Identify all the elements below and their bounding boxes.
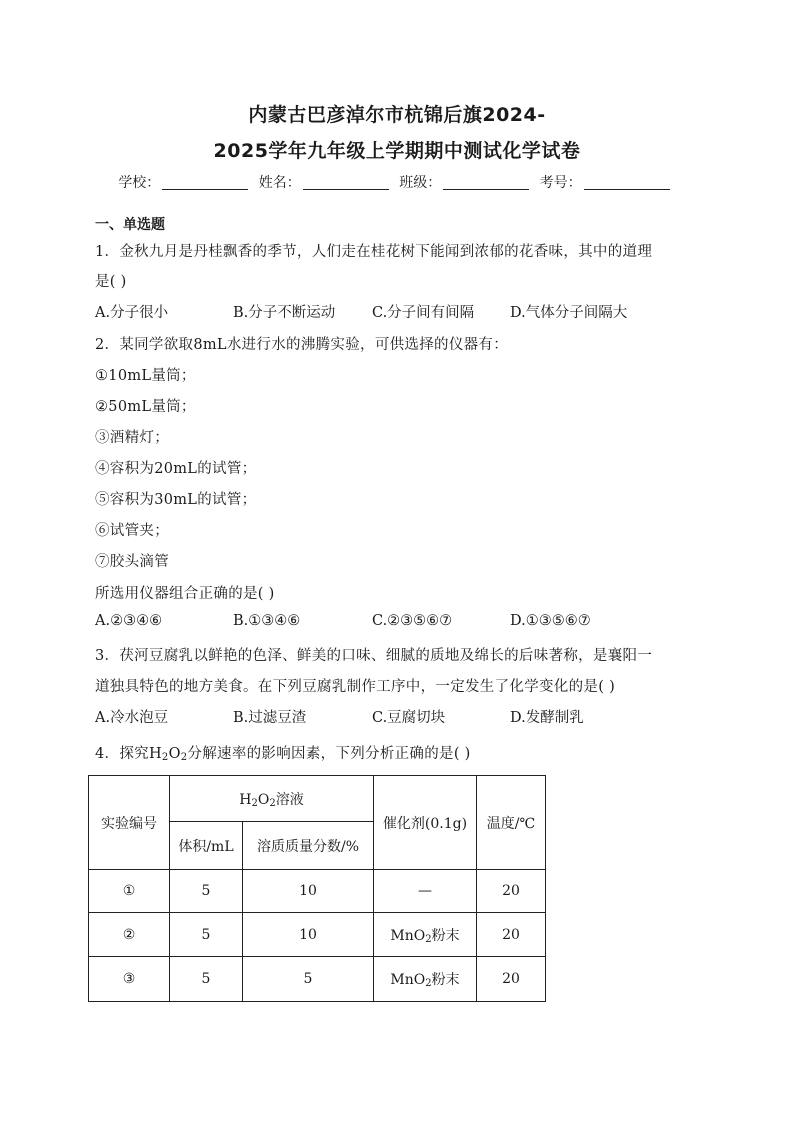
header-experiment-id: 实验编号 (89, 776, 170, 870)
cell-volume: 5 (170, 870, 243, 913)
q3-stem-line2: 道独具特色的地方美食。在下列豆腐乳制作工序中，一定发生了化学变化的是( ) (95, 679, 616, 695)
table-row (89, 913, 546, 957)
cell-fraction: 10 (243, 913, 374, 957)
q2-option-b: B.①③④⑥ (233, 613, 301, 629)
q3-stem-line1: 3．茯河豆腐乳以鲜艳的色泽、鲜美的口味、细腻的质地及绵长的后味著称，是襄阳一 (95, 648, 653, 664)
q2-ask: 所选用仪器组合正确的是( ) (95, 586, 275, 602)
header-temperature: 温度/℃ (477, 776, 546, 870)
q1-stem-line2: 是( ) (95, 274, 127, 290)
experiment-table (88, 775, 546, 1002)
cell-fraction: 5 (243, 957, 374, 1002)
q1-option-c: C.分子间有间隔 (372, 305, 475, 321)
number-label: 考号： (539, 175, 582, 191)
student-info-row (0, 172, 794, 192)
q4-prefix: 4．探究 (95, 746, 149, 762)
cell-id: ② (89, 913, 170, 957)
q2-option-c: C.②③⑤⑥⑦ (372, 613, 453, 629)
q2-option-a: A.②③④⑥ (95, 613, 163, 629)
q2-item: ①10mL量筒； (95, 368, 196, 384)
cell-volume: 5 (170, 957, 243, 1002)
q4-formula-sub: 2 (180, 752, 188, 763)
q2-item: ②50mL量筒； (95, 399, 196, 415)
q3-option-c: C.豆腐切块 (372, 710, 446, 726)
q1-option-a: A.分子很小 (95, 305, 169, 321)
cell-id: ① (89, 870, 170, 913)
class-label: 班级： (399, 175, 442, 191)
exam-title-line1: 内蒙古巴彦淖尔市杭锦后旗2024- (248, 104, 546, 126)
q3-option-b: B.过滤豆渣 (233, 710, 307, 726)
cell-catalyst: MnO$_2$粉末 (374, 913, 477, 957)
q2-option-d: D.①③⑤⑥⑦ (510, 613, 591, 629)
q4-stem (95, 742, 471, 763)
q3-option-d: D.发酵制乳 (510, 710, 584, 726)
cell-temperature: 20 (477, 913, 546, 957)
q2-item: ⑤容积为30mL的试管； (95, 492, 257, 508)
header-h2o2-solution: $H_2O_2$溶液 (170, 776, 374, 822)
number-blank[interactable] (584, 175, 670, 190)
table-row (89, 870, 546, 913)
q2-item: ⑥试管夹； (95, 523, 169, 539)
cell-id: ③ (89, 957, 170, 1002)
header-catalyst: 催化剂(0.1g) (374, 776, 477, 870)
exam-title-line2: 2025学年九年级上学期期中测试化学试卷 (213, 140, 581, 162)
table-row (89, 957, 546, 1002)
q4-formula-sub: 2 (161, 752, 169, 763)
q1-stem-line1: 1．金秋九月是丹桂飘香的季节，人们走在桂花树下能闻到浓郁的花香味，其中的道理 (95, 244, 653, 260)
q4-formula-o: O (168, 746, 181, 762)
cell-fraction: 10 (243, 870, 374, 913)
cell-catalyst: MnO$_2$粉末 (374, 957, 477, 1002)
name-label: 姓名： (258, 175, 301, 191)
header-volume: 体积/mL (170, 822, 243, 870)
class-blank[interactable] (443, 175, 529, 190)
name-blank[interactable] (303, 175, 389, 190)
q4-suffix: 分解速率的影响因素，下列分析正确的是( ) (187, 746, 471, 762)
q2-stem: 2．某同学欲取8mL水进行水的沸腾实验，可供选择的仪器有： (95, 337, 509, 353)
cell-temperature: 20 (477, 957, 546, 1002)
section-title: 一、单选题 (95, 217, 165, 233)
q3-option-a: A.冷水泡豆 (95, 710, 169, 726)
school-label: 学校： (118, 175, 161, 191)
cell-volume: 5 (170, 913, 243, 957)
header-mass-fraction: 溶质质量分数/% (243, 822, 374, 870)
q2-item: ④容积为20mL的试管； (95, 461, 257, 477)
cell-temperature: 20 (477, 870, 546, 913)
school-blank[interactable] (162, 175, 248, 190)
cell-catalyst: — (374, 870, 477, 913)
q1-option-d: D.气体分子间隔大 (510, 305, 628, 321)
q2-item: ③酒精灯； (95, 430, 169, 446)
q1-option-b: B.分子不断运动 (233, 305, 336, 321)
q4-formula-h: H (148, 746, 162, 762)
q2-item: ⑦胶头滴管 (95, 554, 169, 570)
